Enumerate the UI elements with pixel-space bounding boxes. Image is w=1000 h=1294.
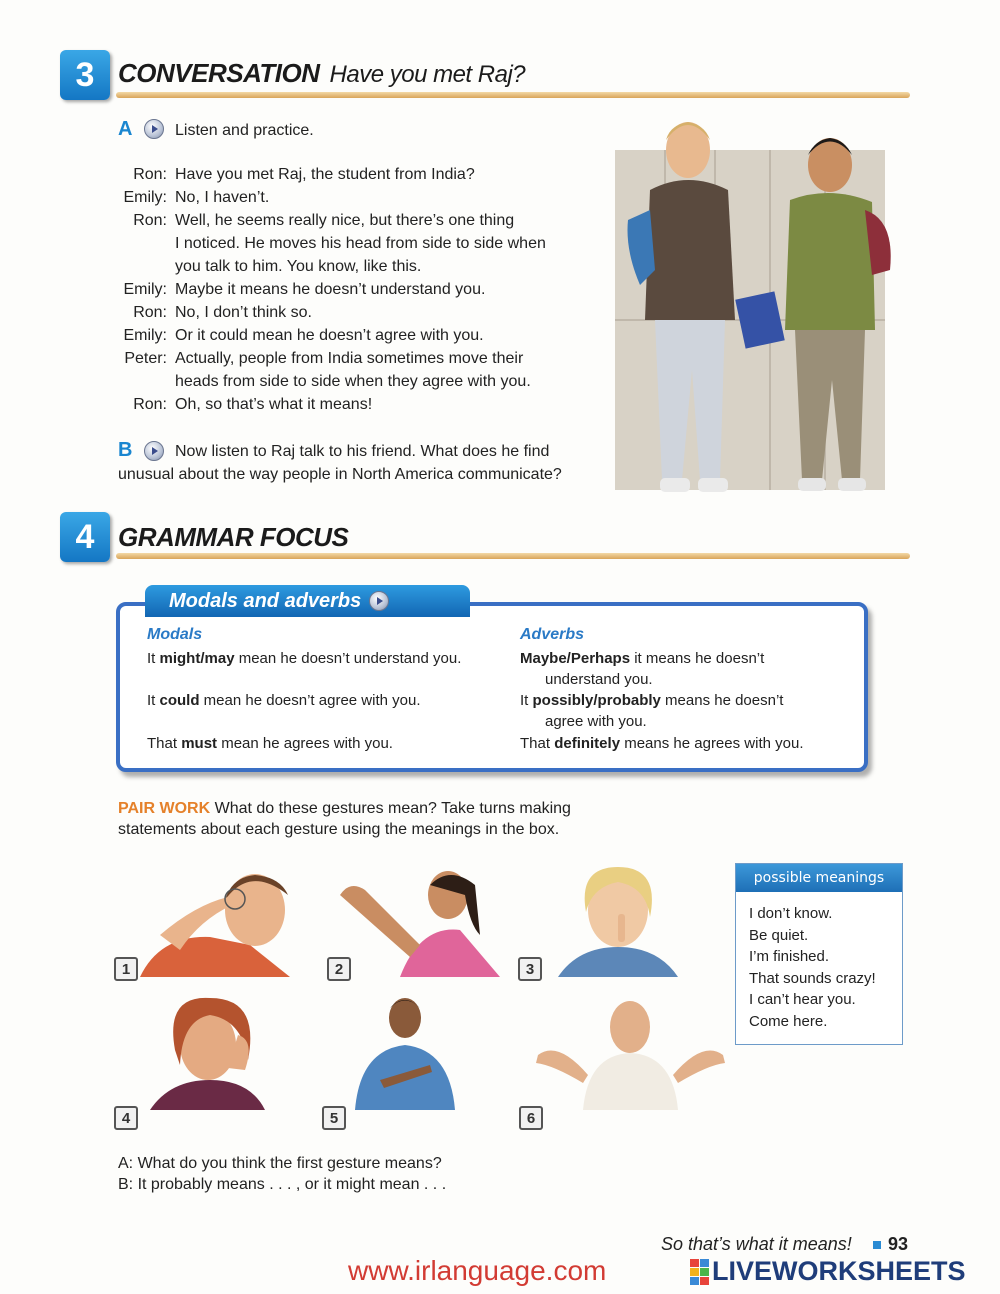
dialogue-line: Oh, so that’s what it means! <box>175 396 373 413</box>
part-a-instruction: Listen and practice. <box>175 122 314 139</box>
meaning-item: Come here. <box>749 1013 828 1030</box>
dialogue-line: No, I haven’t. <box>175 189 270 206</box>
example-a: A: What do you think the first gesture means? <box>118 1155 442 1172</box>
dialogue-line: heads from side to side when they agree with you. <box>175 373 531 390</box>
dialogue-line: Maybe it means he doesn’t understand you. <box>175 281 486 298</box>
gesture-number: 4 <box>114 1106 138 1130</box>
example-b: B: It probably means . . . , or it might mean . . . <box>118 1176 447 1193</box>
gesture-number: 3 <box>518 957 542 981</box>
adverb-example-continued: understand you. <box>545 671 653 688</box>
section-3-title-text: CONVERSATION <box>118 58 320 88</box>
students-illustration <box>610 110 900 510</box>
adverb-example: That definitely means he agrees with you. <box>520 735 804 752</box>
pairwork-label: PAIR WORK <box>118 800 211 817</box>
modals-heading: Modals <box>147 626 203 643</box>
part-a-letter: A <box>118 118 133 140</box>
part-b-line-2: unusual about the way people in North America communicate? <box>118 466 562 483</box>
part-b-line-1: Now listen to Raj talk to his friend. What does he find <box>175 443 550 460</box>
dialogue-line: I noticed. He moves his head from side to side when <box>175 235 546 252</box>
dialogue-line: Actually, people from India sometimes move their <box>175 350 524 367</box>
dialogue-line: Have you met Raj, the student from India? <box>175 166 475 183</box>
footer-bullet <box>873 1241 881 1249</box>
modal-example: That must mean he agrees with you. <box>147 735 393 752</box>
section-3-badge: 3 <box>60 50 110 100</box>
liveworksheets-text: LIVEWORKSHEETS <box>712 1256 966 1286</box>
modal-example: It might/may mean he doesn’t understand you. <box>147 650 462 667</box>
meaning-item: Be quiet. <box>749 926 809 944</box>
dialogue-line: Or it could mean he doesn’t agree with you. <box>175 327 484 344</box>
gesture-5-illustration <box>350 990 460 1110</box>
meaning-item: That sounds crazy! <box>749 969 876 987</box>
adverb-example: Maybe/Perhaps it means he doesn’t <box>520 650 765 667</box>
grammar-box-tab <box>145 585 470 617</box>
section-3-rule <box>116 92 910 98</box>
section-3-subtitle: Have you met Raj? <box>329 61 526 88</box>
audio-play-icon[interactable] <box>144 441 164 461</box>
gesture-4-illustration <box>150 990 270 1110</box>
dialogue-speaker: Ron: <box>133 304 167 321</box>
dialogue-speaker: Emily: <box>123 327 167 344</box>
part-b-letter: B <box>118 439 133 461</box>
page-footer-caption: So that’s what it means! <box>661 1234 852 1254</box>
modal-example: It could mean he doesn’t agree with you. <box>147 692 421 709</box>
adverb-example: It possibly/probably means he doesn’t <box>520 692 784 709</box>
gesture-6-illustration <box>528 995 733 1110</box>
dialogue-line: you talk to him. You know, like this. <box>175 258 422 275</box>
possible-meanings-box <box>735 863 903 1045</box>
dialogue-speaker: Emily: <box>123 281 167 298</box>
section-3-title <box>118 58 525 89</box>
liveworksheets-icon <box>690 1259 710 1285</box>
gesture-number: 6 <box>519 1106 543 1130</box>
gesture-2-illustration <box>330 865 510 977</box>
section-4-badge: 4 <box>60 512 110 562</box>
possible-meanings-header: possible meanings <box>736 864 902 892</box>
dialogue-speaker: Peter: <box>124 350 167 367</box>
adverb-keyword: Maybe/Perhaps <box>520 650 631 667</box>
pairwork-text: What do these gestures mean? Take turns making <box>214 800 571 817</box>
modal-keyword: must <box>181 735 218 752</box>
section-4-title: GRAMMAR FOCUS <box>118 522 349 552</box>
gesture-number: 1 <box>114 957 138 981</box>
meaning-item: I don’t know. <box>749 905 833 922</box>
liveworksheets-logo[interactable] <box>690 1257 990 1287</box>
adverb-example-continued: agree with you. <box>545 713 647 730</box>
dialogue-speaker: Ron: <box>133 396 167 413</box>
dialogue-line: Well, he seems really nice, but there’s one thing <box>175 212 515 229</box>
dialogue-line: No, I don’t think so. <box>175 304 312 321</box>
audio-play-icon[interactable] <box>369 591 389 611</box>
pairwork-line-1 <box>118 797 571 820</box>
gesture-3-illustration <box>548 862 688 977</box>
adverb-keyword: possibly/probably <box>532 692 661 709</box>
pairwork-line-2: statements about each gesture using the meanings in the box. <box>118 821 560 838</box>
meaning-item: I’m finished. <box>749 948 830 966</box>
modal-keyword: could <box>159 692 200 709</box>
watermark-url[interactable]: www.irlanguage.com <box>348 1255 607 1286</box>
gesture-1-illustration <box>140 865 310 977</box>
modal-keyword: might/may <box>159 650 235 667</box>
grammar-box-title: Modals and adverbs <box>169 589 362 612</box>
dialogue-speaker: Ron: <box>133 212 167 229</box>
adverbs-heading: Adverbs <box>520 626 585 643</box>
gesture-number: 2 <box>327 957 351 981</box>
page-number: 93 <box>888 1234 909 1254</box>
dialogue-speaker: Emily: <box>123 189 167 206</box>
gesture-number: 5 <box>322 1106 346 1130</box>
audio-play-icon[interactable] <box>144 119 164 139</box>
section-4-rule <box>116 553 910 559</box>
adverb-keyword: definitely <box>554 735 621 752</box>
dialogue-speaker: Ron: <box>133 166 167 183</box>
meaning-item: I can’t hear you. <box>749 991 856 1009</box>
